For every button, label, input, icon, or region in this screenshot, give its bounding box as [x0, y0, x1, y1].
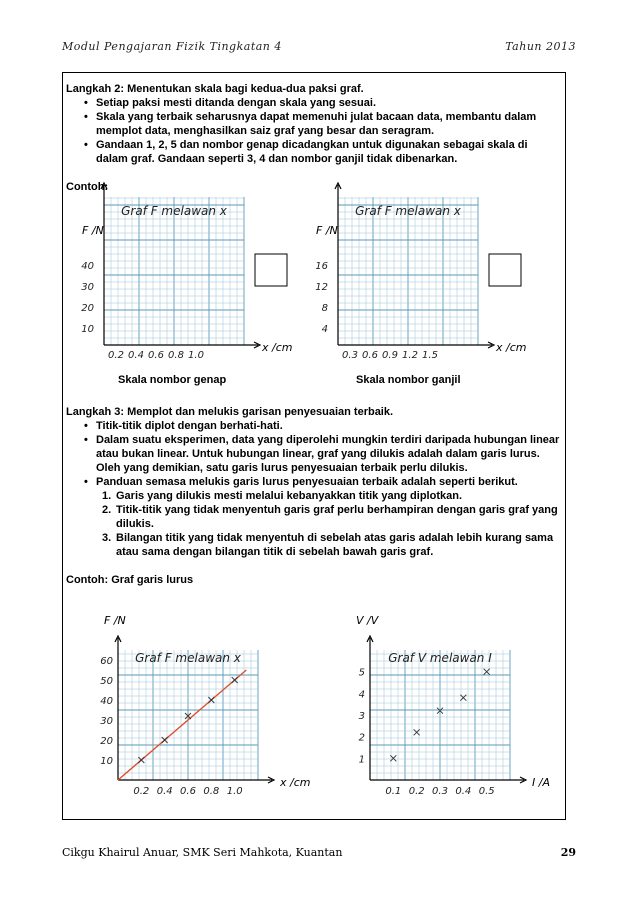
- graph-1-grid: [104, 197, 244, 345]
- step3-bullet-1: • Titik-titik diplot dengan berhati-hati.: [66, 419, 561, 433]
- graph-2-xtick: 0.9: [382, 350, 398, 361]
- graph-3-ytick: 50: [100, 676, 113, 687]
- step3-section: [66, 405, 561, 587]
- step3-bullets: [66, 419, 561, 489]
- graph-3-ytick: 40: [100, 696, 113, 707]
- graph-3-xtick: 1.0: [226, 786, 243, 797]
- graph-2-caption: Skala nombor ganjil: [356, 374, 461, 386]
- graph-4-ytick: 2: [358, 732, 365, 744]
- graph-1-caption: Skala nombor genap: [118, 374, 227, 386]
- graph-3-xlabel: x /cm: [280, 776, 311, 789]
- graph-1-ylabel: F /N: [82, 224, 104, 237]
- graph-3-xtick: 0.4: [156, 786, 173, 797]
- step3-item-1: 1. Garis yang dilukis mesti melalui kebanyakkan titik yang diplotkan.: [102, 490, 463, 502]
- graph-1-xtick: 1.0: [188, 350, 204, 361]
- graph-3-ytick: 60: [100, 656, 113, 667]
- graph-1-xtick: 0.2: [108, 350, 124, 361]
- graph-2-blank-box: [489, 254, 521, 286]
- step2-example-label: Contoh:: [66, 181, 109, 193]
- page-footer: [62, 846, 576, 859]
- graph-4-ytick: 5: [358, 667, 365, 679]
- graph-1-ytick: 40: [81, 261, 94, 272]
- graph-2-grid: [338, 197, 478, 345]
- graph-3-ytick: 10: [100, 756, 113, 767]
- step3-bullet-3: • Panduan semasa melukis garis lurus penyesuaian terbaik adalah seperti berikut.: [66, 475, 561, 489]
- graph-3-xtick: 0.2: [133, 786, 150, 797]
- graph-2-xtick: 0.6: [362, 350, 378, 361]
- graph-3-ytick: 20: [100, 736, 113, 747]
- graph-1-blank-box: [255, 254, 287, 286]
- step3-item-3: 3. Bilangan titik yang tidak menyentuh di sebelah atas garis adalah lebih kurang sama atau sama dengan bilangan titik di sebelah bawah garis graf.: [102, 532, 554, 558]
- graph-3-title: Graf F melawan x: [135, 651, 241, 665]
- graph-4-xtick: 0.2: [408, 786, 425, 797]
- footer-author: Cikgu Khairul Anuar, SMK Seri Mahkota, Kuantan: [62, 846, 343, 859]
- step3-numbered: [66, 489, 561, 559]
- graph-2-ytick: 16: [315, 261, 328, 272]
- graph-1-xtick: 0.8: [168, 350, 184, 361]
- graph-2-title: Graf F melawan x: [355, 204, 461, 218]
- graph-3-best-fit-line: [118, 670, 246, 780]
- graph-2-ytick: 12: [315, 282, 328, 293]
- header-year: Tahun 2013: [505, 40, 576, 53]
- graph-1-ytick: 20: [81, 303, 94, 314]
- graph-4-title: Graf V melawan I: [388, 651, 492, 665]
- graph-4-ylabel: V /V: [356, 614, 379, 627]
- step3-example-label: Contoh: Graf garis lurus: [66, 574, 194, 586]
- graph-2-xtick: 0.3: [342, 350, 358, 361]
- graph-4-ytick: 1: [358, 754, 365, 766]
- graph-1-title: Graf F melawan x: [121, 204, 227, 218]
- graph-3-grid: [118, 650, 258, 780]
- graph-1-xtick: 0.4: [128, 350, 144, 361]
- step3-item-2: 2. Titik-titik yang tidak menyentuh garis graf perlu berhampiran dengan garis graf yang dilukis.: [102, 504, 558, 530]
- step3-title: Langkah 3: Memplot dan melukis garisan penyesuaian terbaik.: [66, 406, 394, 418]
- step2-bullet-3: • Gandaan 1, 2, 5 dan nombor genap dicadangkan untuk digunakan sebagai skala di dalam graf. Gandaan seperti 3, 4 dan nombor ganjil tidak dibenarkan.: [66, 138, 561, 166]
- graph-4-xtick: 0.3: [432, 786, 448, 797]
- step3-bullet-2: • Dalam suatu eksperimen, data yang diperolehi mungkin terdiri daripada hubungan linear atau bukan linear. Untuk hubungan linear, graf yang dilukis adalah dalam garis lurus. Oleh yang demikian, satu garis lurus penyesuaian terbaik perlu dilukis.: [66, 433, 561, 475]
- graph-2-xlabel: x /cm: [496, 341, 527, 354]
- graph-3-xtick: 0.6: [180, 786, 196, 797]
- graph-4-xlabel: I /A: [532, 776, 550, 789]
- graph-1-ytick: 10: [81, 324, 94, 335]
- step2-title: Langkah 2: Menentukan skala bagi kedua-dua paksi graf.: [66, 83, 364, 95]
- graph-4-ytick: 3: [358, 711, 365, 722]
- page-number: 29: [560, 846, 576, 859]
- graph-3-ylabel: F /N: [104, 614, 126, 627]
- graph-1-xtick: 0.6: [148, 350, 164, 361]
- graph-4-ytick: 4: [358, 689, 365, 701]
- graph-2-ytick: 4: [321, 324, 328, 335]
- graph-4-xtick: 0.1: [385, 786, 402, 797]
- graph-1-ytick: 30: [81, 282, 94, 293]
- graph-2-ytick: 8: [321, 303, 328, 314]
- graph-4-xtick: 0.5: [478, 786, 495, 797]
- graph-1-xlabel: x /cm: [262, 341, 293, 354]
- header-title: Modul Pengajaran Fizik Tingkatan 4: [62, 40, 282, 53]
- graph-3-xtick: 0.8: [203, 786, 220, 797]
- graph-4-xtick: 0.4: [455, 786, 472, 797]
- step2-bullet-2: • Skala yang terbaik seharusnya dapat memenuhi julat bacaan data, membantu dalam memplot data, menghasilkan saiz graf yang besar dan seragram.: [66, 110, 561, 138]
- graph-2-ylabel: F /N: [316, 224, 338, 237]
- graph-2-xtick: 1.2: [402, 350, 418, 361]
- step2-bullet-1: • Setiap paksi mesti ditanda dengan skala yang sesuai.: [66, 96, 561, 110]
- graph-3-ytick: 30: [100, 716, 113, 727]
- graph-2-xtick: 1.5: [422, 350, 438, 361]
